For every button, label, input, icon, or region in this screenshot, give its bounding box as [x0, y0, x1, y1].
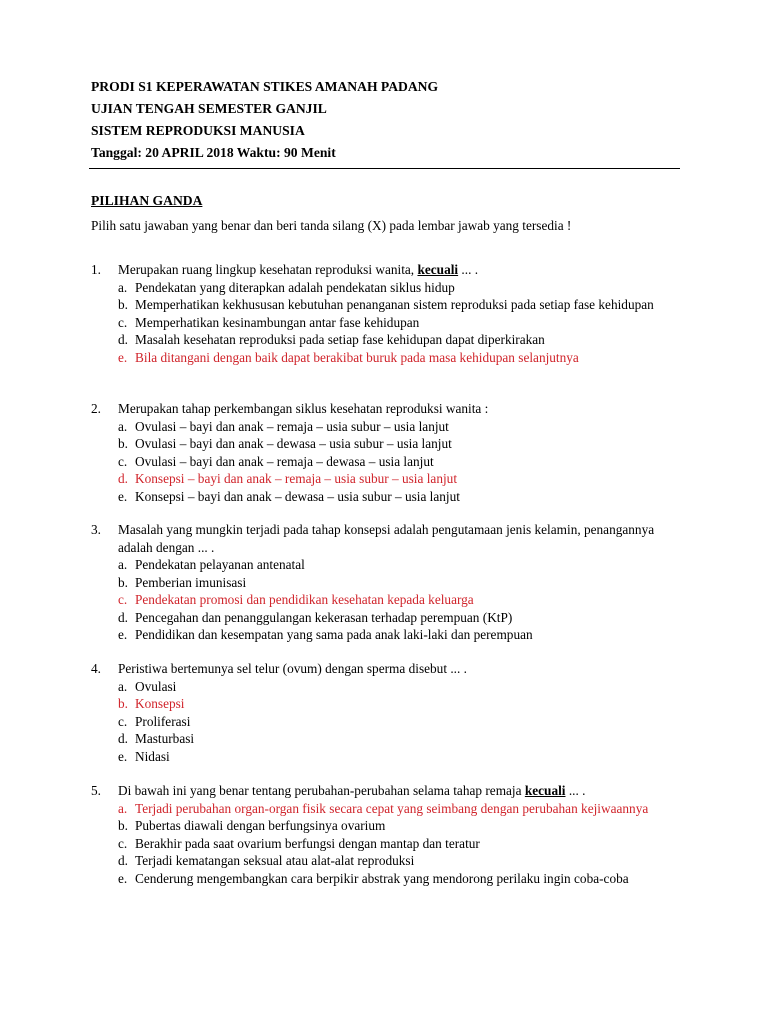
option-d-answer [118, 470, 681, 488]
question-stem [91, 400, 681, 418]
section-header [91, 190, 691, 236]
question-number: 5. [91, 783, 101, 798]
header-exam-type: UJIAN TENGAH SEMESTER GANJIL [91, 101, 327, 116]
option-label: a. [118, 678, 128, 694]
question-text: Di bawah ini yang benar tentang perubahan-perubahan selama tahap remaja [118, 783, 525, 798]
question-number: 4. [91, 661, 101, 676]
option-label: b. [118, 297, 128, 312]
option-a-answer [118, 800, 681, 818]
option-d [118, 609, 681, 627]
option-label: a. [118, 418, 128, 434]
option-text: Ovulasi – bayi dan anak – dewasa – usia subur – usia lanjut [135, 436, 452, 451]
option-a [118, 556, 681, 574]
question-text-end: ... . [458, 262, 479, 277]
option-text: Terjadi kematangan seksual atau alat-alat reproduksi [135, 853, 415, 868]
header-subject: SISTEM REPRODUKSI MANUSIA [91, 123, 305, 138]
option-text: Proliferasi [135, 713, 191, 729]
option-label: e. [118, 870, 128, 886]
question-3 [91, 521, 681, 644]
option-label: b. [118, 436, 128, 451]
option-text: Terjadi perubahan organ-organ fisik secara cepat yang seimbang dengan perubahan kejiwaannya [135, 800, 649, 816]
option-label: a. [118, 557, 128, 572]
option-e [118, 870, 681, 888]
option-c [118, 713, 681, 731]
option-label: b. [118, 574, 128, 590]
option-text: Ovulasi – bayi dan anak – remaja – usia subur – usia lanjut [135, 418, 449, 434]
option-label: a. [118, 800, 128, 816]
option-c [118, 314, 681, 332]
option-text: Memperhatikan kekhususan kebutuhan penanganan sistem reproduksi pada setiap fase kehidupan [135, 297, 654, 312]
section-title: PILIHAN GANDA [91, 193, 203, 208]
option-text: Pendekatan yang diterapkan adalah pendekatan siklus hidup [135, 279, 455, 295]
option-text: Pubertas diawali dengan berfungsinya ovarium [135, 818, 386, 833]
question-5 [91, 782, 681, 887]
option-text: Ovulasi [135, 678, 177, 694]
header-program: PRODI S1 KEPERAWATAN STIKES AMANAH PADANG [91, 79, 439, 94]
option-e [118, 626, 681, 644]
question-2 [91, 400, 681, 505]
question-1 [91, 261, 681, 366]
option-text: Pendekatan pelayanan antenatal [135, 557, 305, 572]
question-text: Masalah yang mungkin terjadi pada tahap konsepsi adalah pengutamaan jenis kelamin, penangannya adalah dengan ... . [118, 522, 655, 555]
option-b [118, 574, 681, 592]
option-label: c. [118, 592, 128, 607]
question-number: 2. [91, 401, 101, 416]
question-4 [91, 660, 681, 765]
option-label: e. [118, 488, 128, 504]
option-a [118, 678, 681, 696]
option-text: Pendidikan dan kesempatan yang sama pada anak laki-laki dan perempuan [135, 627, 533, 642]
option-label: d. [118, 853, 128, 868]
option-label: b. [118, 696, 128, 711]
option-text: Nidasi [135, 748, 170, 764]
option-c [118, 453, 681, 471]
option-text: Konsepsi – bayi dan anak – remaja – usia subur – usia lanjut [135, 471, 458, 486]
question-stem [91, 261, 681, 279]
question-number: 3. [91, 522, 101, 537]
option-c [118, 835, 681, 853]
option-label: c. [118, 314, 128, 330]
option-b [118, 296, 681, 314]
option-list [91, 678, 681, 766]
header-divider [89, 168, 680, 169]
option-text: Konsepsi [135, 696, 185, 711]
option-d [118, 730, 681, 748]
option-text: Konsepsi – bayi dan anak – dewasa – usia subur – usia lanjut [135, 488, 460, 504]
question-number: 1. [91, 262, 101, 277]
option-text: Ovulasi – bayi dan anak – remaja – dewasa – usia lanjut [135, 453, 434, 469]
option-label: d. [118, 332, 128, 347]
option-a [118, 418, 681, 436]
option-text: Memperhatikan kesinambungan antar fase kehidupan [135, 314, 420, 330]
option-e-answer [118, 349, 681, 367]
option-list [91, 800, 681, 888]
option-text: Berakhir pada saat ovarium berfungsi dengan mantap dan teratur [135, 835, 480, 851]
option-list [91, 556, 681, 644]
option-label: c. [118, 713, 128, 729]
option-label: e. [118, 349, 128, 365]
option-text: Pemberian imunisasi [135, 574, 247, 590]
option-text: Masalah kesehatan reproduksi pada setiap fase kehidupan dapat diperkirakan [135, 332, 545, 347]
option-d [118, 852, 681, 870]
option-list [91, 418, 681, 506]
option-e [118, 488, 681, 506]
option-b [118, 435, 681, 453]
option-list [91, 279, 681, 367]
option-label: d. [118, 471, 128, 486]
option-text: Pendekatan promosi dan pendidikan kesehatan kepada keluarga [135, 592, 474, 607]
section-instruction: Pilih satu jawaban yang benar dan beri tanda silang (X) pada lembar jawab yang tersedia ! [91, 218, 572, 233]
option-text: Pencegahan dan penanggulangan kekerasan terhadap perempuan (KtP) [135, 609, 513, 625]
option-text: Masturbasi [135, 731, 195, 746]
option-label: c. [118, 453, 128, 469]
option-text: Cenderung mengembangkan cara berpikir abstrak yang mendorong perilaku ingin coba-coba [135, 870, 629, 886]
question-text-end: ... . [565, 783, 586, 798]
option-b [118, 817, 681, 835]
option-text: Bila ditangani dengan baik dapat berakibat buruk pada masa kehidupan selanjutnya [135, 349, 579, 365]
option-e [118, 748, 681, 766]
exam-header [91, 76, 691, 164]
question-text: Peristiwa bertemunya sel telur (ovum) dengan sperma disebut ... . [118, 661, 467, 676]
question-stem [91, 782, 681, 800]
question-keyword: kecuali [524, 783, 566, 798]
question-stem [91, 521, 681, 556]
option-label: a. [118, 279, 128, 295]
option-b-answer [118, 695, 681, 713]
question-stem [91, 660, 681, 678]
option-label: d. [118, 731, 128, 746]
option-c-answer [118, 591, 681, 609]
option-d [118, 331, 681, 349]
question-text: Merupakan ruang lingkup kesehatan reproduksi wanita, [118, 262, 418, 277]
option-label: e. [118, 748, 128, 764]
option-label: c. [118, 835, 128, 851]
header-date-duration: Tanggal: 20 APRIL 2018 Waktu: 90 Menit [91, 145, 336, 160]
option-label: e. [118, 627, 128, 642]
option-label: b. [118, 818, 128, 833]
question-keyword: kecuali [417, 262, 459, 277]
option-label: d. [118, 609, 128, 625]
question-text: Merupakan tahap perkembangan siklus kesehatan reproduksi wanita : [118, 401, 489, 416]
option-a [118, 279, 681, 297]
